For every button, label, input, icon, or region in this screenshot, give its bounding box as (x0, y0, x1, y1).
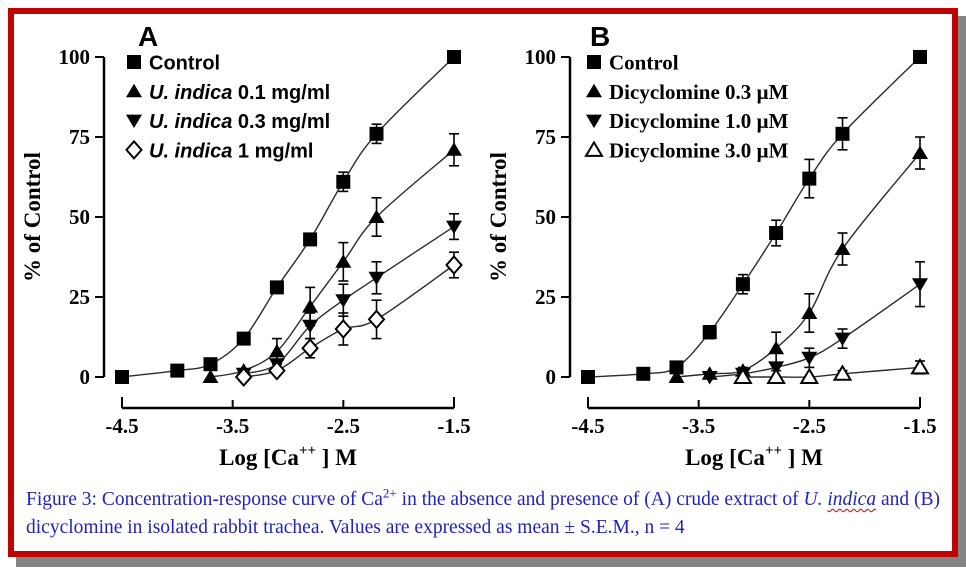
square-filled-icon (127, 55, 141, 69)
panel-b-legend (586, 51, 789, 163)
legend-label: Control (609, 50, 679, 75)
legend-label: Dicyclomine 3.0 µM (609, 138, 789, 163)
triangle-up-filled-icon (586, 84, 602, 98)
y-axis-label: % of Control (486, 152, 511, 282)
fit-curve (122, 57, 454, 377)
data-point-marker (170, 364, 184, 378)
data-point-marker (370, 127, 384, 141)
data-point-marker (335, 294, 351, 308)
triangle-up-filled-icon (126, 84, 142, 98)
data-point-marker (336, 175, 350, 189)
y-tick-label: 75 (535, 125, 556, 149)
data-point-marker (237, 332, 251, 346)
data-point-marker (912, 278, 928, 292)
fit-curve (710, 284, 920, 377)
legend-label: U. indica 0.1 mg/ml (149, 81, 331, 104)
data-point-marker (369, 311, 384, 328)
x-tick-label: -1.5 (903, 414, 937, 438)
y-tick-label: 25 (535, 285, 556, 309)
caption-text: in the absence and presence of (A) crude extract of (396, 489, 804, 510)
fit-curve (677, 153, 921, 377)
x-tick-label: -2.5 (792, 414, 826, 438)
figure-caption (14, 476, 952, 541)
x-axis-label: Log [Ca++ ] M (685, 443, 823, 470)
triangle-up-open-icon (586, 142, 602, 156)
data-point-marker (835, 242, 851, 256)
data-point-marker (446, 221, 462, 235)
data-point-marker (269, 362, 284, 379)
y-tick-label: 25 (69, 285, 90, 309)
caption-text: Figure 3: Concentration-response curve of Ca (26, 489, 383, 510)
data-point-marker (912, 360, 928, 374)
data-point-marker (204, 357, 218, 371)
legend-item (126, 82, 330, 104)
data-point-marker (835, 333, 851, 347)
panel-a-axes (20, 45, 471, 470)
data-point-marker (336, 321, 351, 338)
series-u.-indica-0.1-mg-ml (203, 134, 463, 383)
charts-row (14, 14, 952, 476)
data-point-marker (447, 257, 462, 274)
fit-curve (588, 57, 920, 377)
data-point-marker (581, 370, 595, 384)
y-axis-label: % of Control (20, 152, 45, 282)
legend-label: U. indica 0.3 mg/ml (149, 111, 331, 134)
caption-text: and (B) dicyclomine in isolated rabbit trachea. Values are expressed as mean ± S.E.M., n = 4 (26, 489, 940, 538)
data-point-marker (912, 146, 928, 160)
legend-item (587, 51, 679, 75)
legend-item (586, 109, 789, 133)
data-point-marker (303, 340, 318, 357)
x-tick-label: -3.5 (216, 414, 250, 438)
panel-letter-a: A (138, 21, 159, 52)
figure-frame (8, 8, 958, 557)
legend-label: Dicyclomine 1.0 µM (609, 109, 789, 134)
data-point-marker (303, 232, 317, 246)
panel-a-chart (14, 14, 480, 476)
y-tick-label: 75 (69, 125, 90, 149)
x-tick-label: -1.5 (437, 414, 471, 438)
x-tick-label: -4.5 (571, 414, 605, 438)
legend-label: U. indica 1 mg/ml (149, 140, 314, 163)
x-tick-label: -2.5 (326, 414, 360, 438)
data-point-marker (769, 226, 783, 240)
legend-item (127, 140, 314, 162)
diamond-open-icon (127, 141, 142, 158)
data-point-marker (302, 299, 318, 313)
data-point-marker (836, 127, 850, 141)
data-point-marker (736, 277, 750, 291)
y-tick-label: 50 (69, 205, 90, 229)
legend-label: Control (149, 52, 221, 75)
legend-item (126, 111, 330, 133)
data-point-marker (801, 352, 817, 366)
data-point-marker (335, 254, 351, 267)
legend-item (127, 53, 220, 75)
x-tick-label: -3.5 (682, 414, 716, 438)
triangle-down-filled-icon (586, 115, 602, 129)
legend-item (586, 80, 789, 104)
series-dicyclomine-0.3-um (669, 137, 929, 383)
data-point-marker (636, 367, 650, 381)
caption-text: U. (803, 489, 828, 510)
legend-item (586, 138, 789, 162)
series-u.-indica-1-mg-ml (236, 252, 461, 385)
data-point-marker (447, 50, 461, 64)
panel-b-chart (480, 14, 946, 476)
caption-text: 2+ (382, 485, 397, 501)
legend-label: Dicyclomine 0.3 µM (609, 79, 789, 104)
triangle-down-filled-icon (126, 115, 142, 129)
caption-word-indica: indica (827, 489, 877, 510)
data-point-marker (270, 280, 284, 294)
data-point-marker (913, 50, 927, 64)
x-tick-label: -4.5 (105, 414, 139, 438)
y-tick-label: 0 (545, 365, 556, 389)
data-point-marker (369, 272, 385, 286)
y-tick-label: 100 (524, 45, 556, 69)
square-filled-icon (587, 55, 601, 69)
data-point-marker (703, 325, 717, 339)
data-point-marker (768, 370, 784, 384)
panel-letter-b: B (590, 21, 611, 52)
y-tick-label: 50 (535, 205, 556, 229)
data-point-marker (115, 370, 129, 384)
panel-a-legend (126, 53, 330, 163)
data-point-marker (802, 172, 816, 186)
x-axis-label: Log [Ca++ ] M (219, 443, 357, 470)
series-dicyclomine-3.0-um (735, 360, 928, 383)
y-tick-label: 0 (79, 365, 90, 389)
data-point-marker (801, 306, 817, 320)
data-point-marker (446, 142, 462, 156)
y-tick-label: 100 (58, 45, 90, 69)
series-dicyclomine-1.0-um (702, 262, 928, 385)
